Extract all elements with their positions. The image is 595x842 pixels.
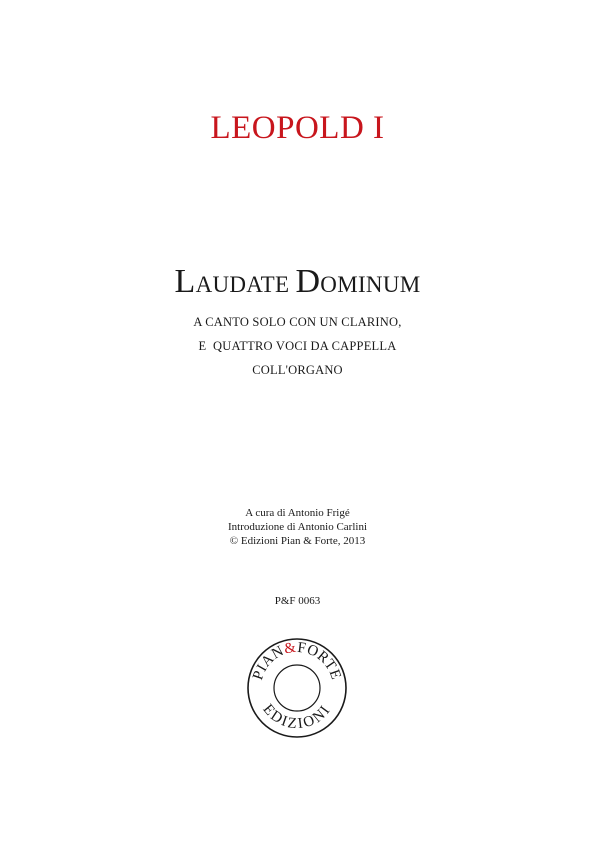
title-initial-l: L — [174, 263, 196, 300]
composer-name: LEOPOLD I — [210, 110, 385, 146]
credits — [0, 506, 595, 548]
work-title — [0, 262, 595, 305]
publisher-logo-icon — [246, 637, 348, 739]
logo-ampersand: & — [282, 639, 298, 658]
svg-text:PIAN&FORTE — [250, 640, 344, 682]
subtitle-line: A CANTO SOLO CON UN CLARINO, — [193, 315, 402, 329]
credit-introduction: Introduzione di Antonio Carlini — [227, 521, 367, 533]
subtitle-line: COLL'ORGANO — [252, 363, 343, 377]
logo-top-text: FORTE — [296, 639, 344, 683]
subtitle — [0, 310, 595, 382]
logo-top-text — [250, 640, 344, 682]
title-initial-d: D — [295, 263, 321, 300]
logo-bottom-text: EDIZIONI — [259, 701, 335, 733]
credit-copyright: © Edizioni Pian & Forte, 2013 — [229, 535, 366, 547]
credit-editor: A cura di Antonio Frigé — [245, 507, 350, 519]
catalog-number: P&F 0063 — [274, 595, 321, 607]
subtitle-line: E QUATTRO VOCI DA CAPPELLA — [198, 339, 397, 353]
title-word-dominum: OMINUM — [320, 272, 421, 297]
logo-top-text: PIAN — [250, 643, 287, 682]
title-word-laudate: AUDATE — [195, 272, 290, 297]
svg-text:EDIZIONI — [259, 701, 334, 732]
